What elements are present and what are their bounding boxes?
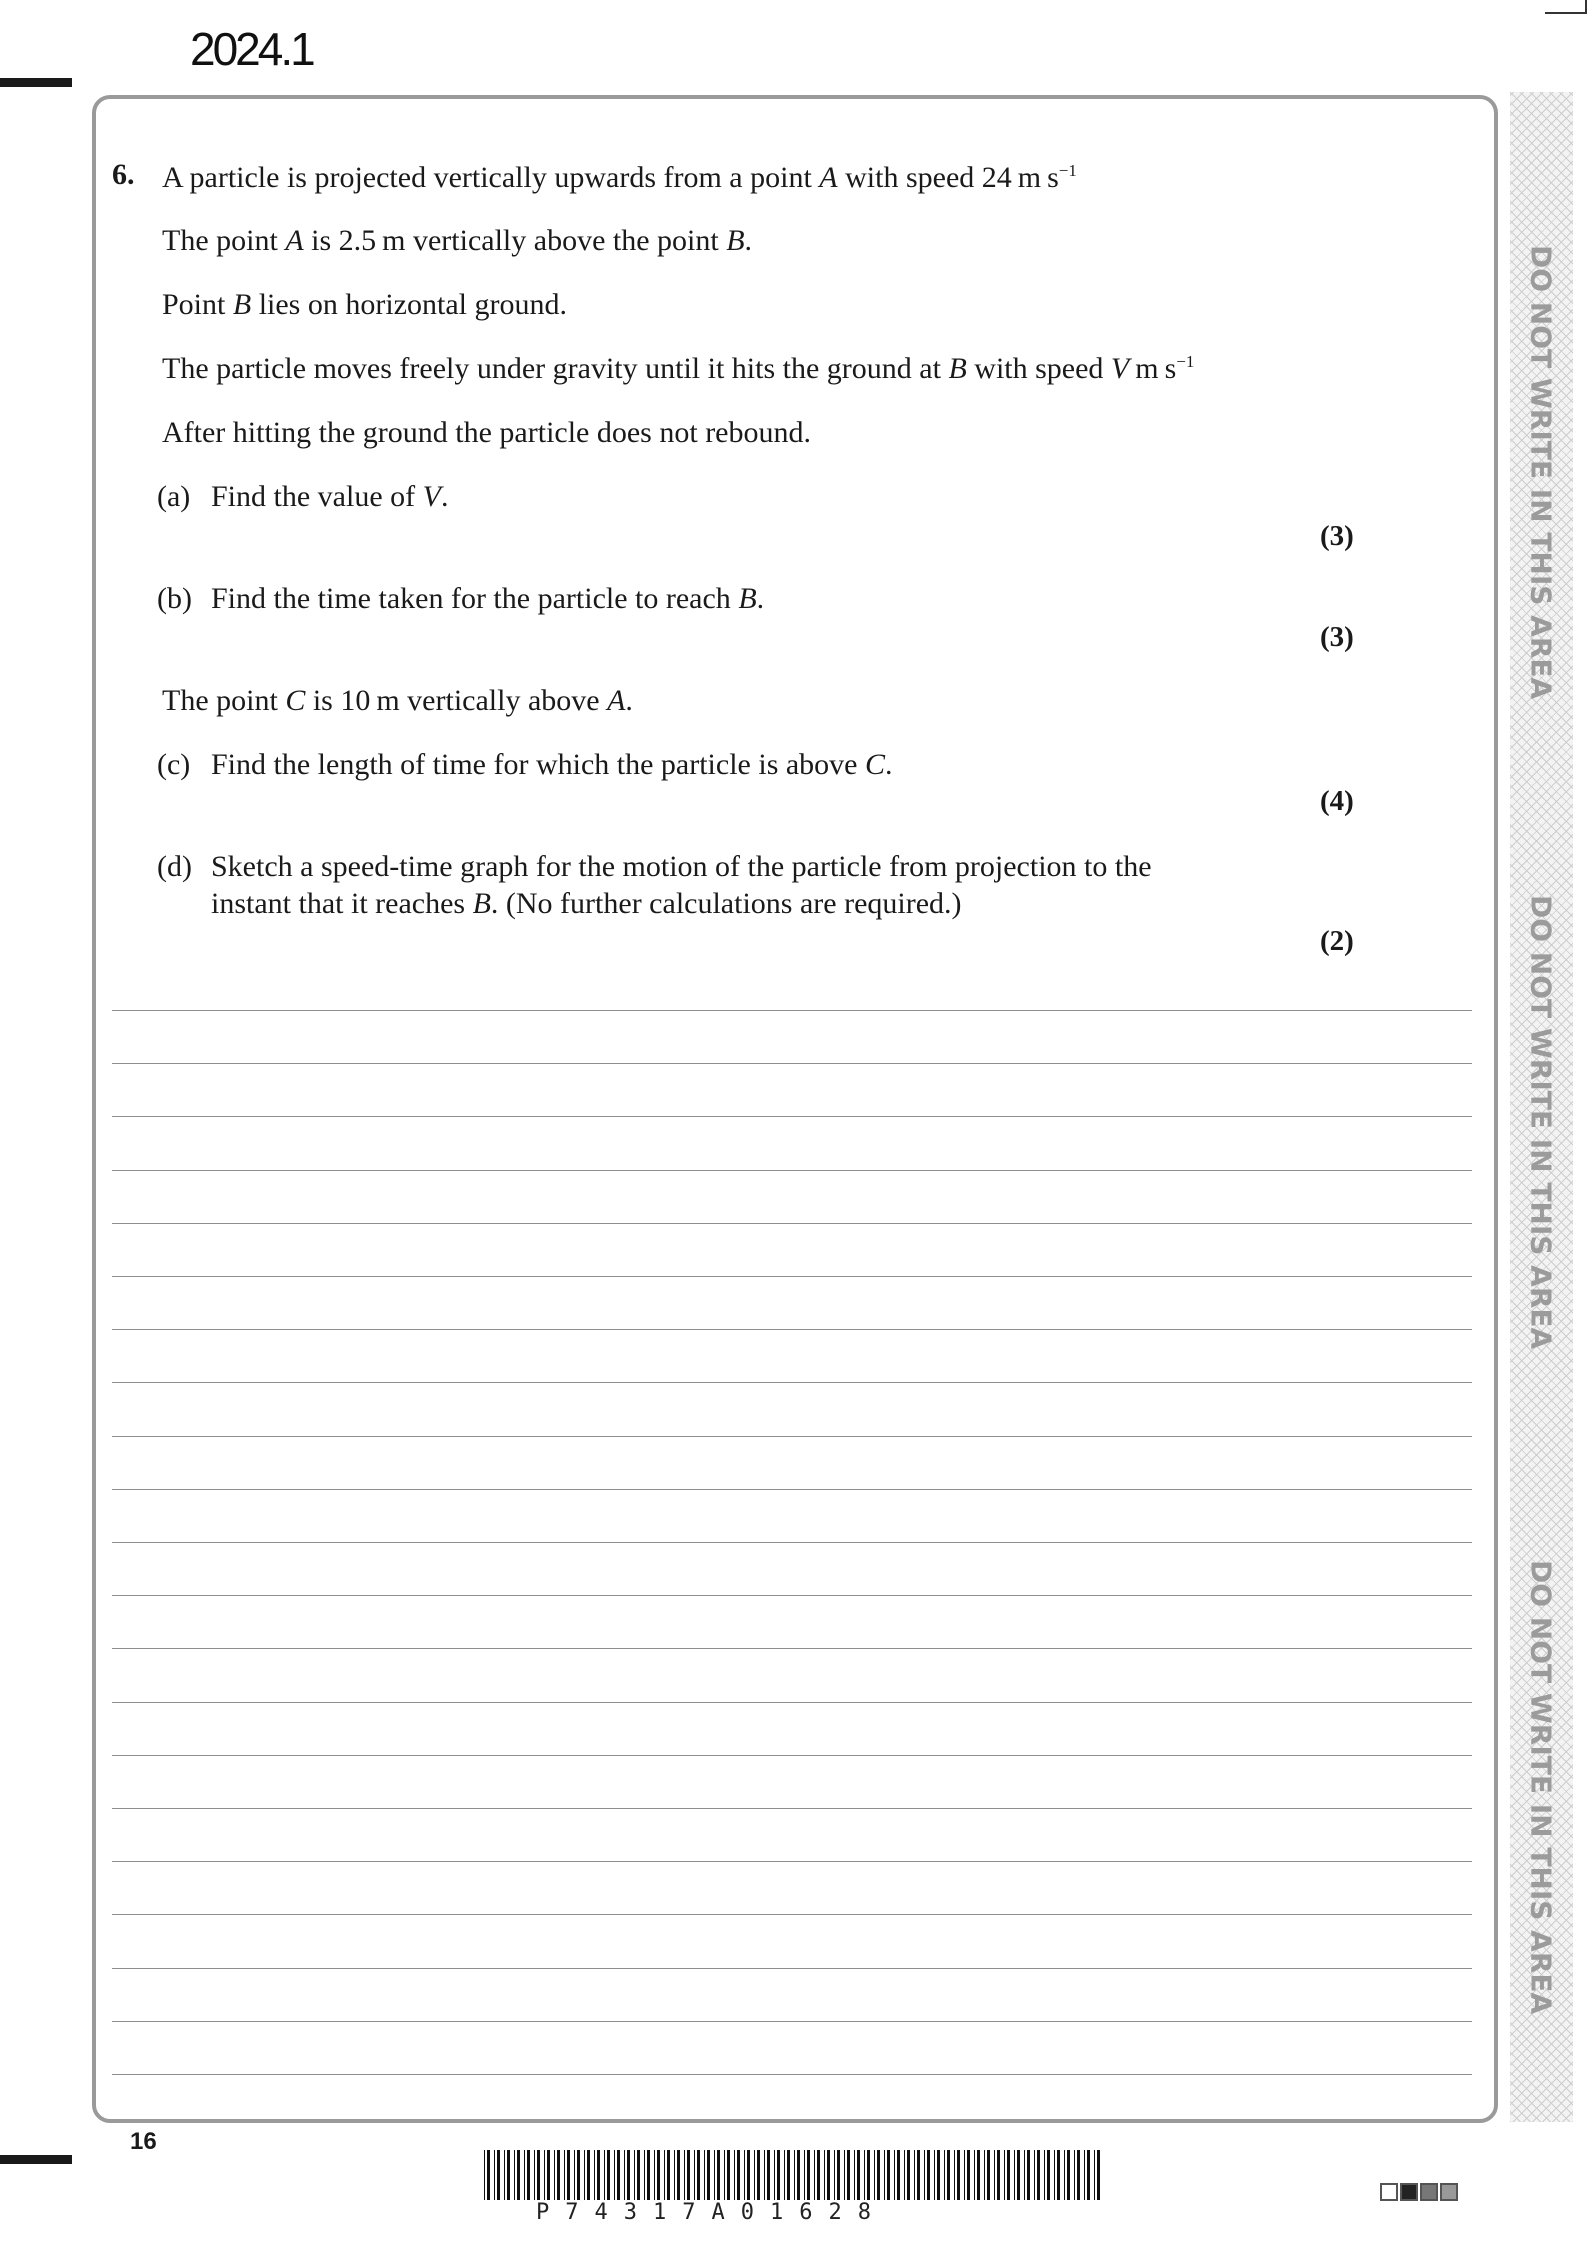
barcode-bar: [544, 2150, 545, 2200]
barcode-bar: [774, 2150, 775, 2200]
point-c-statement: The point C is 10 m vertically above A.: [162, 684, 633, 717]
barcode: [484, 2150, 1104, 2200]
barcode-bar: [687, 2150, 690, 2200]
barcode-bar: [1024, 2150, 1025, 2200]
answer-line[interactable]: [112, 1595, 1472, 1596]
barcode-bar: [1044, 2150, 1045, 2200]
barcode-bar: [527, 2150, 530, 2200]
part-d-letter: (d): [157, 850, 192, 883]
barcode-bar: [1054, 2150, 1055, 2200]
barcode-bar: [717, 2150, 720, 2200]
barcode-bar: [847, 2150, 850, 2200]
barcode-bar: [1007, 2150, 1010, 2200]
barcode-bar: [977, 2150, 980, 2200]
barcode-bar: [927, 2150, 930, 2200]
barcode-bar: [757, 2150, 760, 2200]
barcode-bar: [727, 2150, 730, 2200]
margin-warning-3: DO NOT WRITE IN THIS AREA: [1524, 1560, 1558, 2015]
barcode-bar: [534, 2150, 535, 2200]
barcode-bar: [817, 2150, 820, 2200]
barcode-bar: [807, 2150, 810, 2200]
barcode-bar: [1034, 2150, 1035, 2200]
barcode-bar: [1014, 2150, 1015, 2200]
barcode-bar: [827, 2150, 830, 2200]
barcode-bar: [924, 2150, 925, 2200]
barcode-bar: [987, 2150, 990, 2200]
barcode-bar: [1057, 2150, 1060, 2200]
barcode-bar: [934, 2150, 935, 2200]
answer-line[interactable]: [112, 1010, 1472, 1011]
part-a-marks: (3): [1320, 520, 1354, 552]
barcode-bar: [707, 2150, 710, 2200]
barcode-bar: [857, 2150, 860, 2200]
barcode-bar: [624, 2150, 625, 2200]
barcode-bar: [737, 2150, 740, 2200]
barcode-bar: [684, 2150, 685, 2200]
barcode-bar: [524, 2150, 525, 2200]
answer-line[interactable]: [112, 1329, 1472, 1330]
margin-warning-2: DO NOT WRITE IN THIS AREA: [1524, 895, 1558, 1350]
question-intro-line-2: The point A is 2.5 m vertically above the point B.: [162, 224, 753, 257]
barcode-bar: [594, 2150, 595, 2200]
barcode-bar: [704, 2150, 705, 2200]
part-c-marks: (4): [1320, 785, 1354, 817]
answer-line[interactable]: [112, 1382, 1472, 1383]
answer-line[interactable]: [112, 1702, 1472, 1703]
barcode-bar: [967, 2150, 970, 2200]
barcode-bar: [1097, 2150, 1100, 2200]
barcode-bar: [664, 2150, 665, 2200]
margin-warning-1: DO NOT WRITE IN THIS AREA: [1524, 245, 1558, 700]
answer-line[interactable]: [112, 1755, 1472, 1756]
answer-line[interactable]: [112, 1914, 1472, 1915]
barcode-bar: [674, 2150, 675, 2200]
question-number: 6.: [112, 158, 135, 191]
barcode-bar: [994, 2150, 995, 2200]
barcode-bar: [844, 2150, 845, 2200]
barcode-bar: [777, 2150, 780, 2200]
barcode-bar: [617, 2150, 620, 2200]
barcode-bar: [484, 2150, 485, 2200]
barcode-bar: [647, 2150, 650, 2200]
barcode-bar: [884, 2150, 885, 2200]
part-b-marks: (3): [1320, 621, 1354, 653]
barcode-bar: [834, 2150, 835, 2200]
question-intro-line-4: The particle moves freely under gravity until it hits the ground at B with speed V m $s^{-1}$: [162, 352, 1195, 385]
part-d-text-line-1: Sketch a speed-time graph for the motion of the particle from projection to the: [211, 850, 1152, 883]
barcode-bar: [504, 2150, 505, 2200]
barcode-bar: [974, 2150, 975, 2200]
answer-line[interactable]: [112, 1648, 1472, 1649]
barcode-bar: [697, 2150, 700, 2200]
barcode-bar: [614, 2150, 615, 2200]
part-d-marks: (2): [1320, 925, 1354, 957]
barcode-bar: [584, 2150, 585, 2200]
indicator-square: [1380, 2183, 1398, 2201]
barcode-bar: [1064, 2150, 1065, 2200]
barcode-bar: [497, 2150, 500, 2200]
barcode-bar: [554, 2150, 555, 2200]
question-intro-line-3: Point B lies on horizontal ground.: [162, 288, 567, 321]
answer-line[interactable]: [112, 2021, 1472, 2022]
barcode-bar: [574, 2150, 575, 2200]
barcode-bar: [597, 2150, 600, 2200]
page-number: 16: [130, 2128, 157, 2155]
answer-line[interactable]: [112, 1223, 1472, 1224]
barcode-bar: [797, 2150, 800, 2200]
barcode-bar: [937, 2150, 940, 2200]
barcode-bar: [794, 2150, 795, 2200]
question-intro-line-1: A particle is projected vertically upwards from a point A with speed 24 m $s^{-1}$: [162, 161, 1077, 194]
answer-line[interactable]: [112, 2074, 1472, 2075]
answer-line[interactable]: [112, 1116, 1472, 1117]
barcode-bar: [517, 2150, 520, 2200]
barcode-bar: [557, 2150, 560, 2200]
barcode-bar: [754, 2150, 755, 2200]
barcode-bar: [607, 2150, 610, 2200]
barcode-bar: [487, 2150, 490, 2200]
barcode-bar: [1047, 2150, 1050, 2200]
barcode-bar: [1087, 2150, 1090, 2200]
barcode-bar: [854, 2150, 855, 2200]
corner-crop-mark: [1545, 0, 1587, 14]
barcode-bar: [667, 2150, 670, 2200]
part-b-letter: (b): [157, 582, 192, 615]
barcode-bar: [714, 2150, 715, 2200]
barcode-bar: [867, 2150, 870, 2200]
answer-line[interactable]: [112, 1808, 1472, 1809]
barcode-bar: [984, 2150, 985, 2200]
answer-panel: [92, 95, 1498, 2123]
part-b-text: Find the time taken for the particle to reach B.: [211, 582, 765, 615]
barcode-bar: [804, 2150, 805, 2200]
barcode-text: P74317A01628: [536, 2200, 887, 2225]
barcode-bar: [494, 2150, 495, 2200]
barcode-bar: [1094, 2150, 1095, 2200]
barcode-bar: [747, 2150, 750, 2200]
barcode-bar: [654, 2150, 655, 2200]
answer-line[interactable]: [112, 1063, 1472, 1064]
part-c-text: Find the length of time for which the particle is above C.: [211, 748, 893, 781]
barcode-bar: [507, 2150, 510, 2200]
barcode-bar: [677, 2150, 680, 2200]
barcode-bar: [1084, 2150, 1085, 2200]
registration-mark-bottom: [0, 2155, 72, 2164]
barcode-bar: [917, 2150, 920, 2200]
barcode-bar: [877, 2150, 880, 2200]
barcode-bar: [954, 2150, 955, 2200]
barcode-bar: [894, 2150, 895, 2200]
barcode-bar: [637, 2150, 640, 2200]
paper-code: 2024.1: [190, 23, 313, 75]
barcode-bar: [814, 2150, 815, 2200]
barcode-bar: [887, 2150, 890, 2200]
barcode-bar: [1067, 2150, 1070, 2200]
barcode-bar: [1017, 2150, 1020, 2200]
part-a-letter: (a): [157, 480, 191, 513]
indicator-square: [1420, 2183, 1438, 2201]
barcode-bar: [537, 2150, 540, 2200]
barcode-bar: [767, 2150, 770, 2200]
barcode-bar: [694, 2150, 695, 2200]
part-d-text-line-2: instant that it reaches B. (No further calculations are required.): [211, 887, 962, 920]
part-a-text: Find the value of V.: [211, 480, 449, 513]
barcode-bar: [1077, 2150, 1080, 2200]
registration-mark-top: [0, 78, 72, 87]
barcode-bar: [824, 2150, 825, 2200]
part-c-letter: (c): [157, 748, 191, 781]
barcode-bar: [784, 2150, 785, 2200]
barcode-bar: [1074, 2150, 1075, 2200]
barcode-bar: [837, 2150, 840, 2200]
barcode-bar: [1004, 2150, 1005, 2200]
page-indicator-squares: [1380, 2183, 1458, 2201]
answer-line[interactable]: [112, 1170, 1472, 1171]
barcode-bar: [914, 2150, 915, 2200]
barcode-bar: [907, 2150, 910, 2200]
barcode-bar: [657, 2150, 660, 2200]
barcode-bar: [957, 2150, 960, 2200]
indicator-square: [1440, 2183, 1458, 2201]
barcode-bar: [897, 2150, 900, 2200]
barcode-bar: [997, 2150, 1000, 2200]
answer-line[interactable]: [112, 1968, 1472, 1969]
barcode-bar: [1037, 2150, 1040, 2200]
barcode-bar: [787, 2150, 790, 2200]
barcode-bar: [564, 2150, 565, 2200]
barcode-bar: [964, 2150, 965, 2200]
barcode-bar: [947, 2150, 950, 2200]
barcode-bar: [1027, 2150, 1030, 2200]
barcode-bar: [904, 2150, 905, 2200]
answer-line[interactable]: [112, 1489, 1472, 1490]
barcode-bar: [734, 2150, 735, 2200]
answer-line[interactable]: [112, 1276, 1472, 1277]
barcode-bar: [944, 2150, 945, 2200]
barcode-bar: [587, 2150, 590, 2200]
barcode-bar: [724, 2150, 725, 2200]
barcode-bar: [627, 2150, 630, 2200]
answer-line[interactable]: [112, 1861, 1472, 1862]
barcode-bar: [604, 2150, 605, 2200]
barcode-bar: [864, 2150, 865, 2200]
barcode-bar: [874, 2150, 875, 2200]
barcode-bar: [764, 2150, 765, 2200]
barcode-bar: [644, 2150, 645, 2200]
question-intro-line-5: After hitting the ground the particle does not rebound.: [162, 416, 811, 449]
barcode-bar: [634, 2150, 635, 2200]
indicator-square: [1400, 2183, 1418, 2201]
answer-line[interactable]: [112, 1542, 1472, 1543]
barcode-bar: [744, 2150, 745, 2200]
barcode-bar: [577, 2150, 580, 2200]
answer-line[interactable]: [112, 1436, 1472, 1437]
barcode-bar: [567, 2150, 570, 2200]
barcode-bar: [547, 2150, 550, 2200]
barcode-bar: [514, 2150, 515, 2200]
